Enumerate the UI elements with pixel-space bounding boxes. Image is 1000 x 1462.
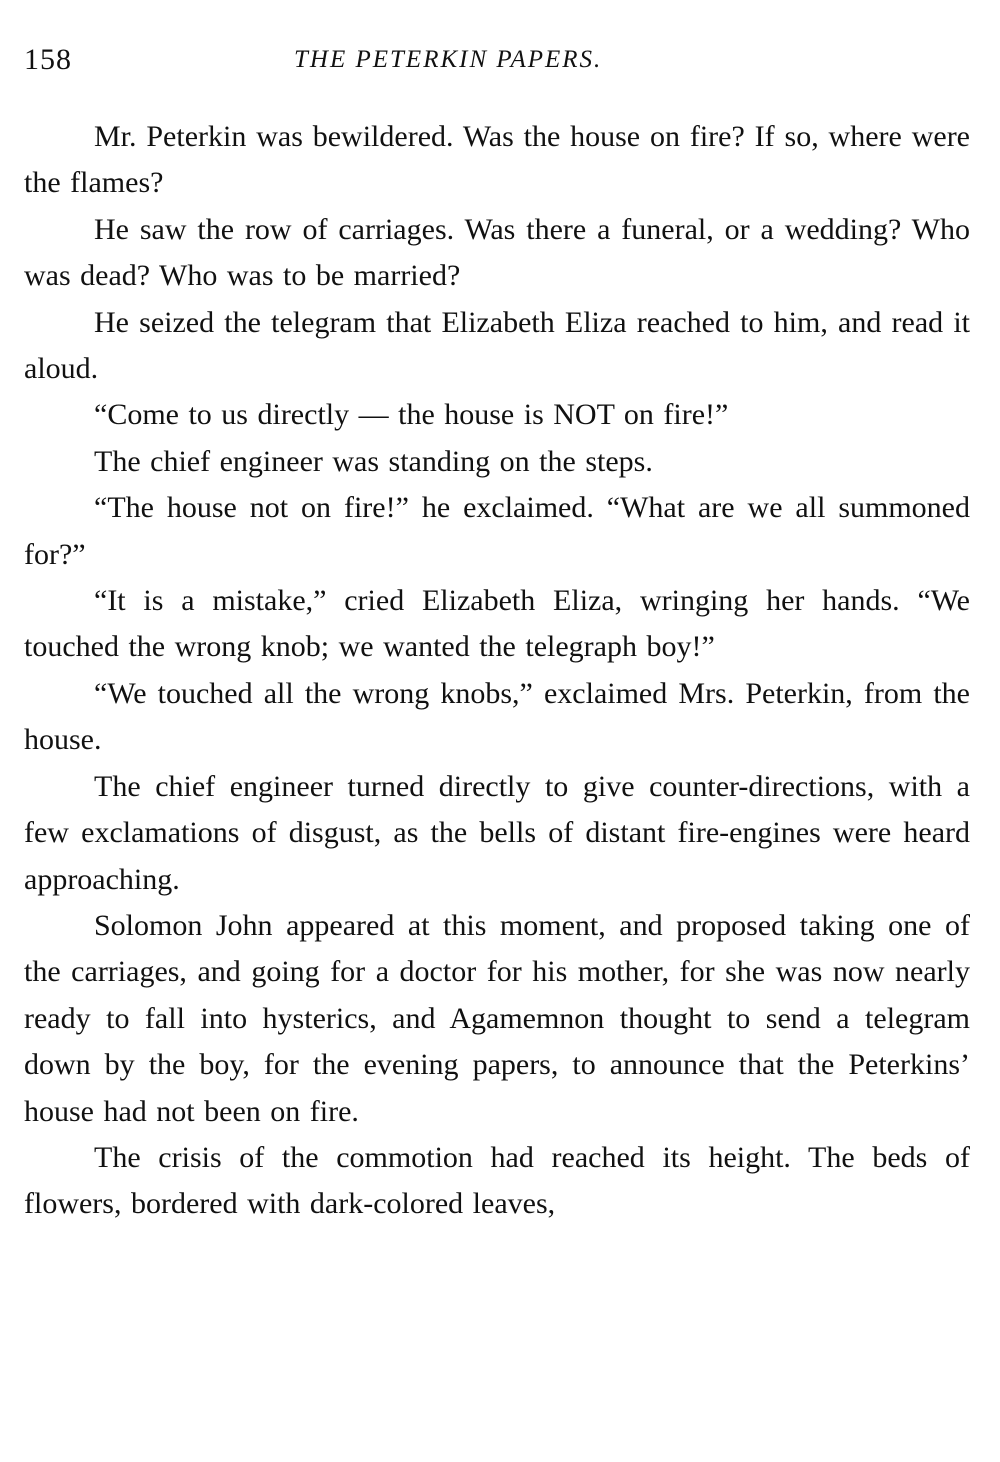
paragraph: “The house not on fire!” he exclaimed. “What are we all summoned for?” <box>24 491 970 571</box>
page-header <box>24 40 970 86</box>
paragraph: “We touched all the wrong knobs,” exclaimed Mrs. Peterkin, from the house. <box>24 676 970 757</box>
paragraph: “It is a mistake,” cried Elizabeth Eliza, wringing her hands. “We touched the wrong knob; we wanted the telegraph boy!” <box>24 584 970 664</box>
paragraph: He saw the row of carriages. Was there a funeral, or a wedding? Who was dead? Who was to be married? <box>24 212 970 293</box>
paragraph: Mr. Peterkin was bewildered. Was the house on fire? If so, where were the flames? <box>24 120 970 200</box>
book-page <box>24 40 970 1228</box>
body-text <box>24 114 970 1228</box>
paragraph: The chief engineer was standing on the steps. <box>94 444 653 478</box>
page-number: 158 <box>24 43 72 76</box>
paragraph: The crisis of the commotion had reached its height. The beds of flowers, bordered with dark-colored leaves, <box>24 1140 970 1221</box>
paragraph: Solomon John appeared at this moment, and proposed taking one of the carriages, and going for a doctor for his mother, for she was now nearly ready to fall into hysterics, and Agamemnon thought to send a telegram down by the boy, for the evening papers, to announce that the Peterkins’ house had not been on fire. <box>24 908 970 1128</box>
paragraph: The chief engineer turned directly to give counter-directions, with a few exclamations of disgust, as the bells of distant fire-engines were heard approaching. <box>24 769 970 896</box>
paragraph: “Come to us directly — the house is NOT on fire!” <box>94 398 729 432</box>
paragraph: He seized the telegram that Elizabeth Eliza reached to him, and read it aloud. <box>24 305 970 386</box>
running-title: THE PETERKIN PAPERS. <box>294 46 603 73</box>
